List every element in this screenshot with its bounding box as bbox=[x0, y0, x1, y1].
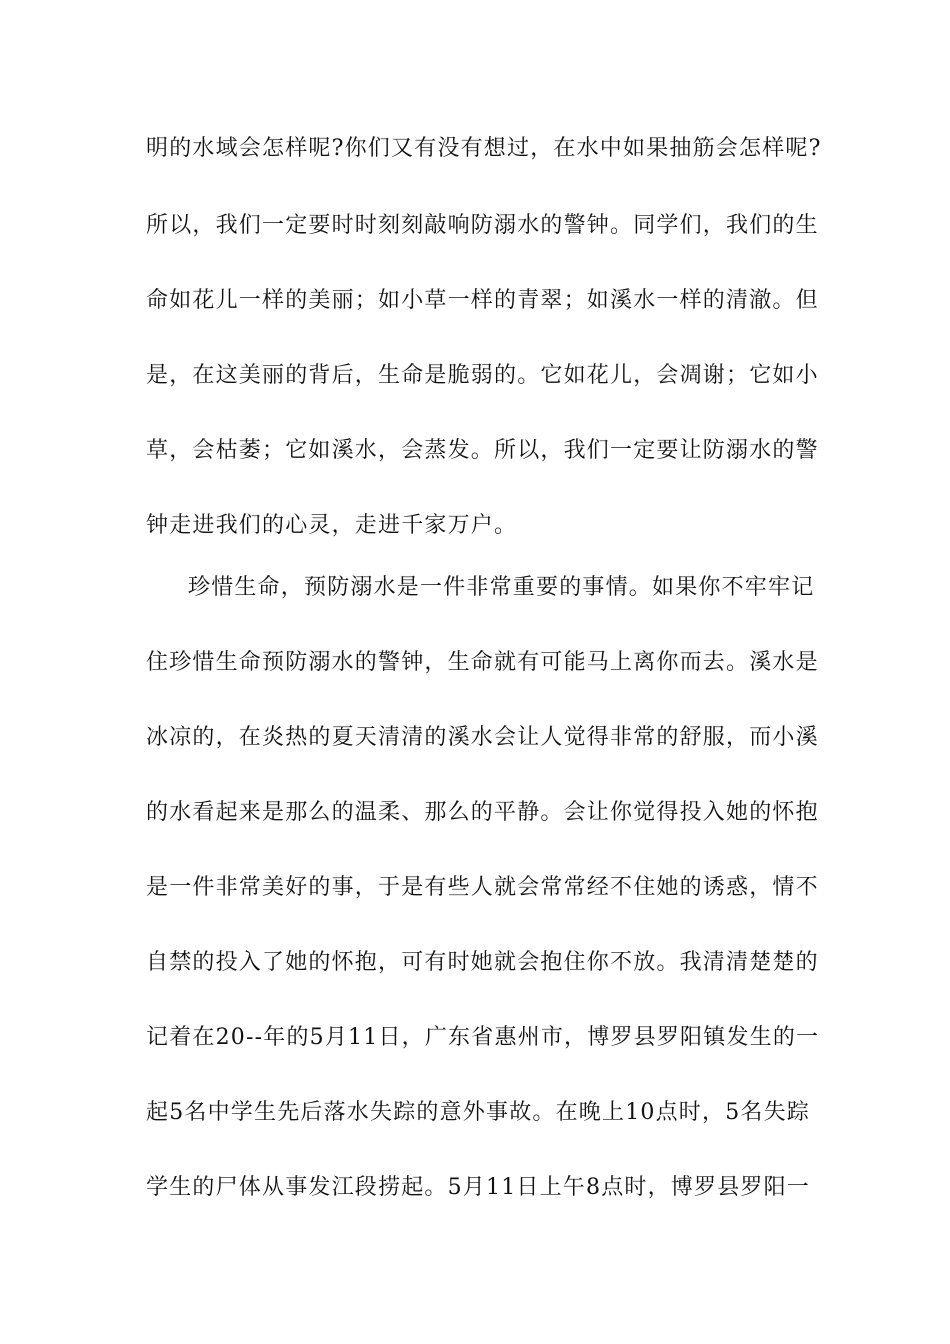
text-line: 学生的尸体从事发江段捞起。5月11日上午8点时，博罗县罗阳一 bbox=[146, 1175, 810, 1200]
text-line: 自禁的投入了她的怀抱，可有时她就会抱住你不放。我清清楚楚的 bbox=[146, 950, 819, 975]
text-line: 草，会枯萎；它如溪水，会蒸发。所以，我们一定要让防溺水的警 bbox=[146, 438, 819, 463]
text-line: 是，在这美丽的背后，生命是脆弱的。它如花儿，会凋谢；它如小 bbox=[146, 363, 819, 388]
text-line: 命如花儿一样的美丽；如小草一样的青翠；如溪水一样的清澈。但 bbox=[146, 288, 819, 313]
text-line: 起5名中学生先后落水失踪的意外事故。在晚上10点时，5名失踪 bbox=[146, 1100, 810, 1125]
text-line: 住珍惜生命预防溺水的警钟，生命就有可能马上离你而去。溪水是 bbox=[146, 650, 819, 675]
text-line: 钟走进我们的心灵，走进千家万户。 bbox=[146, 513, 518, 538]
text-line: 所以，我们一定要时时刻刻敲响防溺水的警钟。同学们，我们的生 bbox=[146, 213, 819, 238]
text-line: 是一件非常美好的事，于是有些人就会常常经不住她的诱惑，情不 bbox=[146, 875, 819, 900]
text-line: 冰凉的，在炎热的夏天清清的溪水会让人觉得非常的舒服，而小溪 bbox=[146, 725, 819, 750]
text-line: 明的水域会怎样呢?你们又有没有想过，在水中如果抽筋会怎样呢? bbox=[146, 136, 822, 161]
paragraph-first-line: 珍惜生命，预防溺水是一件非常重要的事情。如果你不牢牢记 bbox=[188, 575, 815, 600]
text-line: 的水看起来是那么的温柔、那么的平静。会让你觉得投入她的怀抱 bbox=[146, 800, 819, 825]
text-line: 记着在20--年的5月11日，广东省惠州市，博罗县罗阳镇发生的一 bbox=[146, 1025, 820, 1050]
